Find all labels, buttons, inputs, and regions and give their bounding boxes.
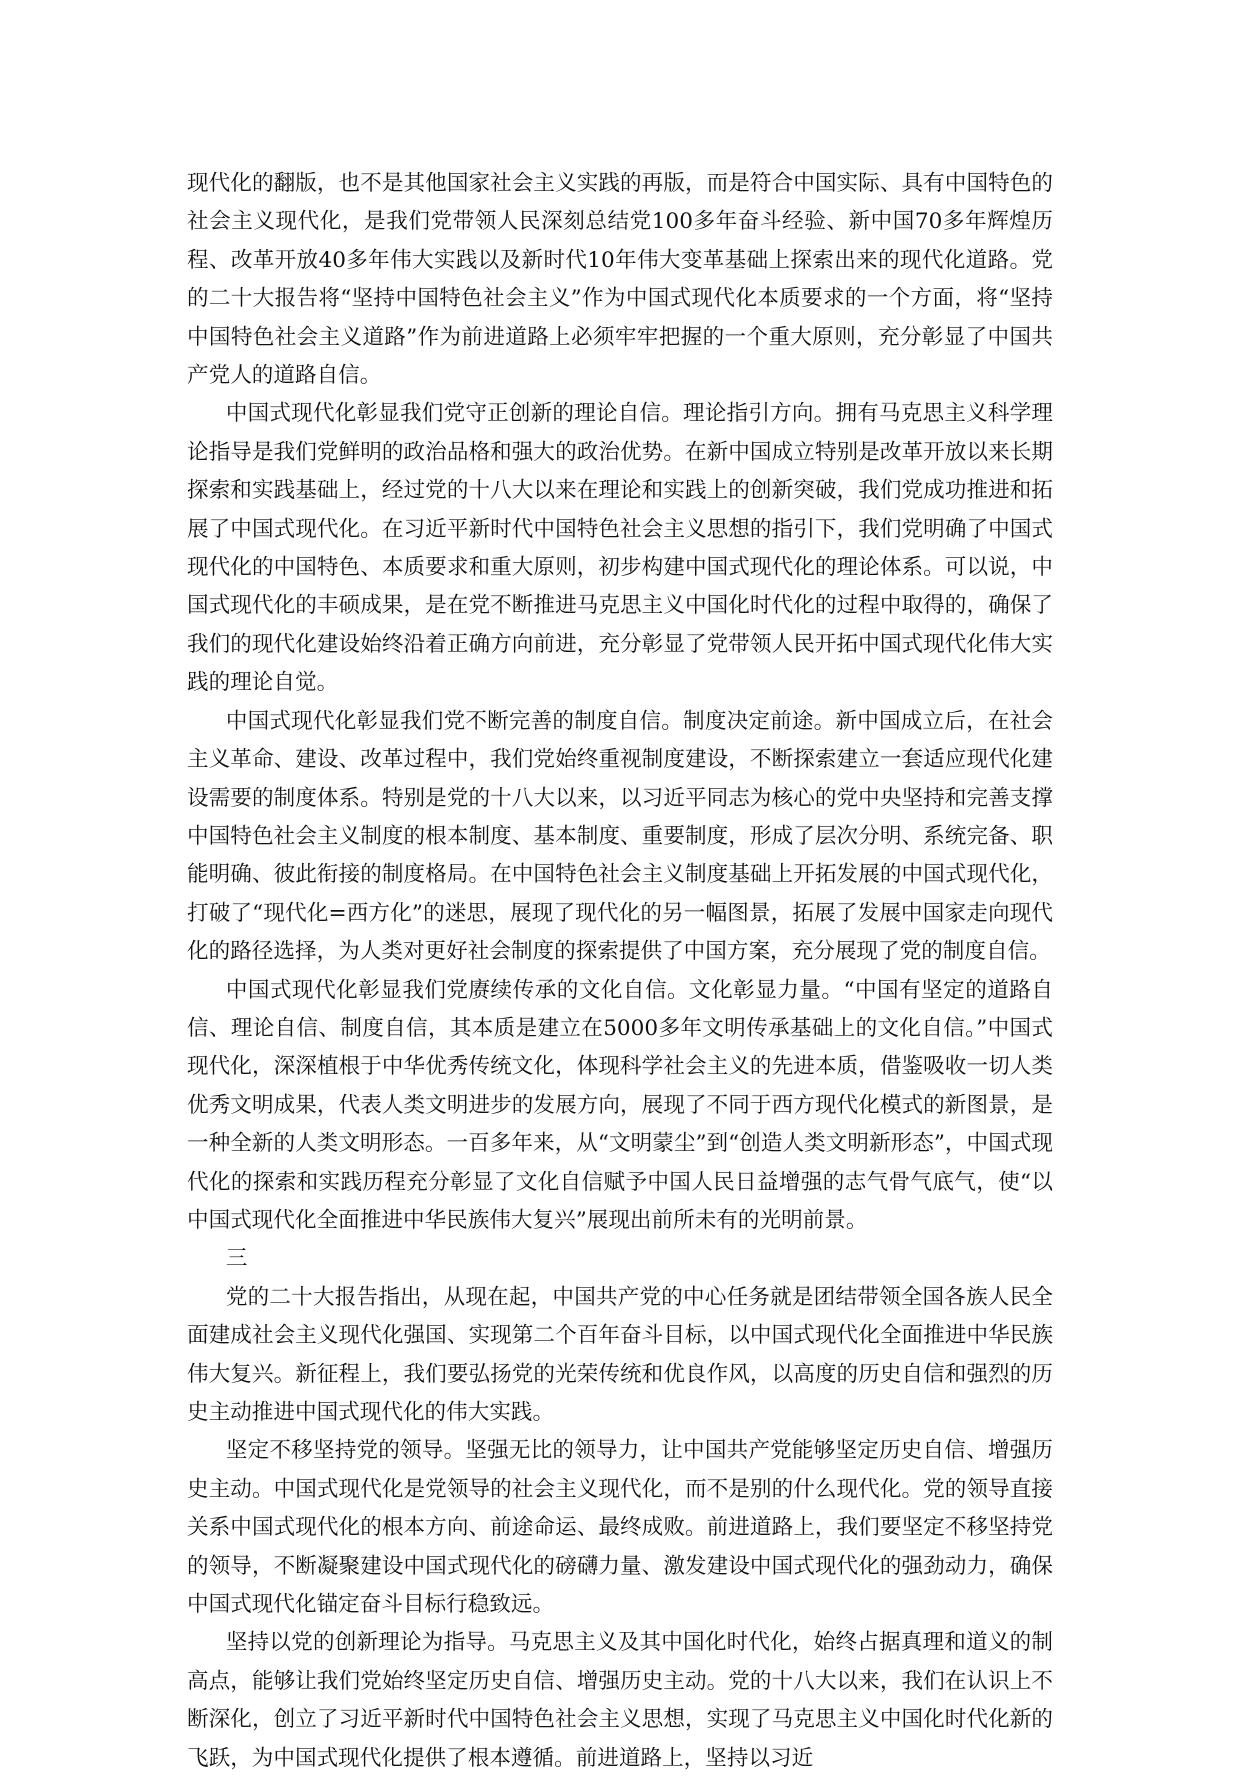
paragraph-system-confidence: 中国式现代化彰显我们党不断完善的制度自信。制度决定前途。新中国成立后，在社会主义革命、建设、改革过程中，我们党始终重视制度建设，不断探索建立一套适应现代化建设需要的制度体系。特别是党的十八大以来，以习近平同志为核心的党中央坚持和完善支撑中国特色社会主义制度的根本制度、基本制度、重要制度，形成了层次分明、系统完备、职能明确、彼此衔接的制度格局。在中国特色社会主义制度基础上开拓发展的中国式现代化，打破了“现代化=西方化”的迷思，展现了现代化的另一幅图景，拓展了发展中国家走向现代化的路径选择，为人类对更好社会制度的探索提供了中国方案，充分展现了党的制度自信。 bbox=[187, 708, 1053, 965]
paragraph-culture-confidence: 中国式现代化彰显我们党赓续传承的文化自信。文化彰显力量。“中国有坚定的道路自信、理论自信、制度自信，其本质是建立在5000多年文明传承基础上的文化自信。”中国式现代化，深深植根于中华优秀传统文化，体现科学社会主义的先进本质，借鉴吸收一切人类优秀文明成果，代表人类文明进步的发展方向，展现了不同于西方现代化模式的新图景，是一种全新的人类文明形态。一百多年来，从“文明蒙尘”到“创造人类文明新形态”，中国式现代化的探索和实践历程充分彰显了文化自信赋予中国人民日益增强的志气骨气底气，使“以中国式现代化全面推进中华民族伟大复兴”展现出前所未有的光明前景。 bbox=[187, 977, 1053, 1233]
paragraph-theory-confidence: 中国式现代化彰显我们党守正创新的理论自信。理论指引方向。拥有马克思主义科学理论指导是我们党鲜明的政治品格和强大的政治优势。在新中国成立特别是改革开放以来长期探索和实践基础上，经过党的十八大以来在理论和实践上的创新突破，我们党成功推进和拓展了中国式现代化。在习近平新时代中国特色社会主义思想的指引下，我们党明确了中国式现代化的中国特色、本质要求和重大原则，初步构建中国式现代化的理论体系。可以说，中国式现代化的丰硕成果，是在党不断推进马克思主义中国化时代化的过程中取得的，确保了我们的现代化建设始终沿着正确方向前进，充分彰显了党带领人民开拓中国式现代化伟大实践的理论自觉。 bbox=[187, 401, 1053, 696]
paragraph-party-leadership: 坚定不移坚持党的领导。坚强无比的领导力，让中国共产党能够坚定历史自信、增强历史主动。中国式现代化是党领导的社会主义现代化，而不是别的什么现代化。党的领导直接关系中国式现代化的根本方向、前途命运、最终成败。前进道路上，我们要坚定不移坚持党的领导，不断凝聚建设中国式现代化的磅礴力量、激发建设中国式现代化的强劲动力，确保中国式现代化锚定奋斗目标行稳致远。 bbox=[187, 1438, 1053, 1618]
paragraph-continuation: 现代化的翻版，也不是其他国家社会主义实践的再版，而是符合中国实际、具有中国特色的社会主义现代化，是我们党带领人民深刻总结党100多年奋斗经验、新中国70多年辉煌历程、改革开放40多年伟大实践以及新时代10年伟大变革基础上探索出来的现代化道路。党的二十大报告将“坚持中国特色社会主义”作为中国式现代化本质要求的一个方面，将“坚持中国特色社会主义道路”作为前进道路上必须牢牢把握的一个重大原则，充分彰显了中国共产党人的道路自信。 bbox=[187, 171, 1053, 389]
section-heading-three: 三 bbox=[225, 1246, 248, 1272]
paragraph-innovation-theory: 坚持以党的创新理论为指导。马克思主义及其中国化时代化，始终占据真理和道义的制高点，能够让我们党始终坚定历史自信、增强历史主动。党的十八大以来，我们在认识上不断深化，创立了习近平新时代中国特色社会主义思想，实现了马克思主义中国化时代化新的飞跃，为中国式现代化提供了根本遵循。前进道路上，坚持以习近 bbox=[187, 1630, 1053, 1771]
document-body bbox=[187, 165, 1053, 1778]
paragraph-central-task: 党的二十大报告指出，从现在起，中国共产党的中心任务就是团结带领全国各族人民全面建成社会主义现代化强国、实现第二个百年奋斗目标，以中国式现代化全面推进中华民族伟大复兴。新征程上，我们要弘扬党的光荣传统和优良作风，以高度的历史自信和强烈的历史主动推进中国式现代化的伟大实践。 bbox=[187, 1284, 1053, 1425]
